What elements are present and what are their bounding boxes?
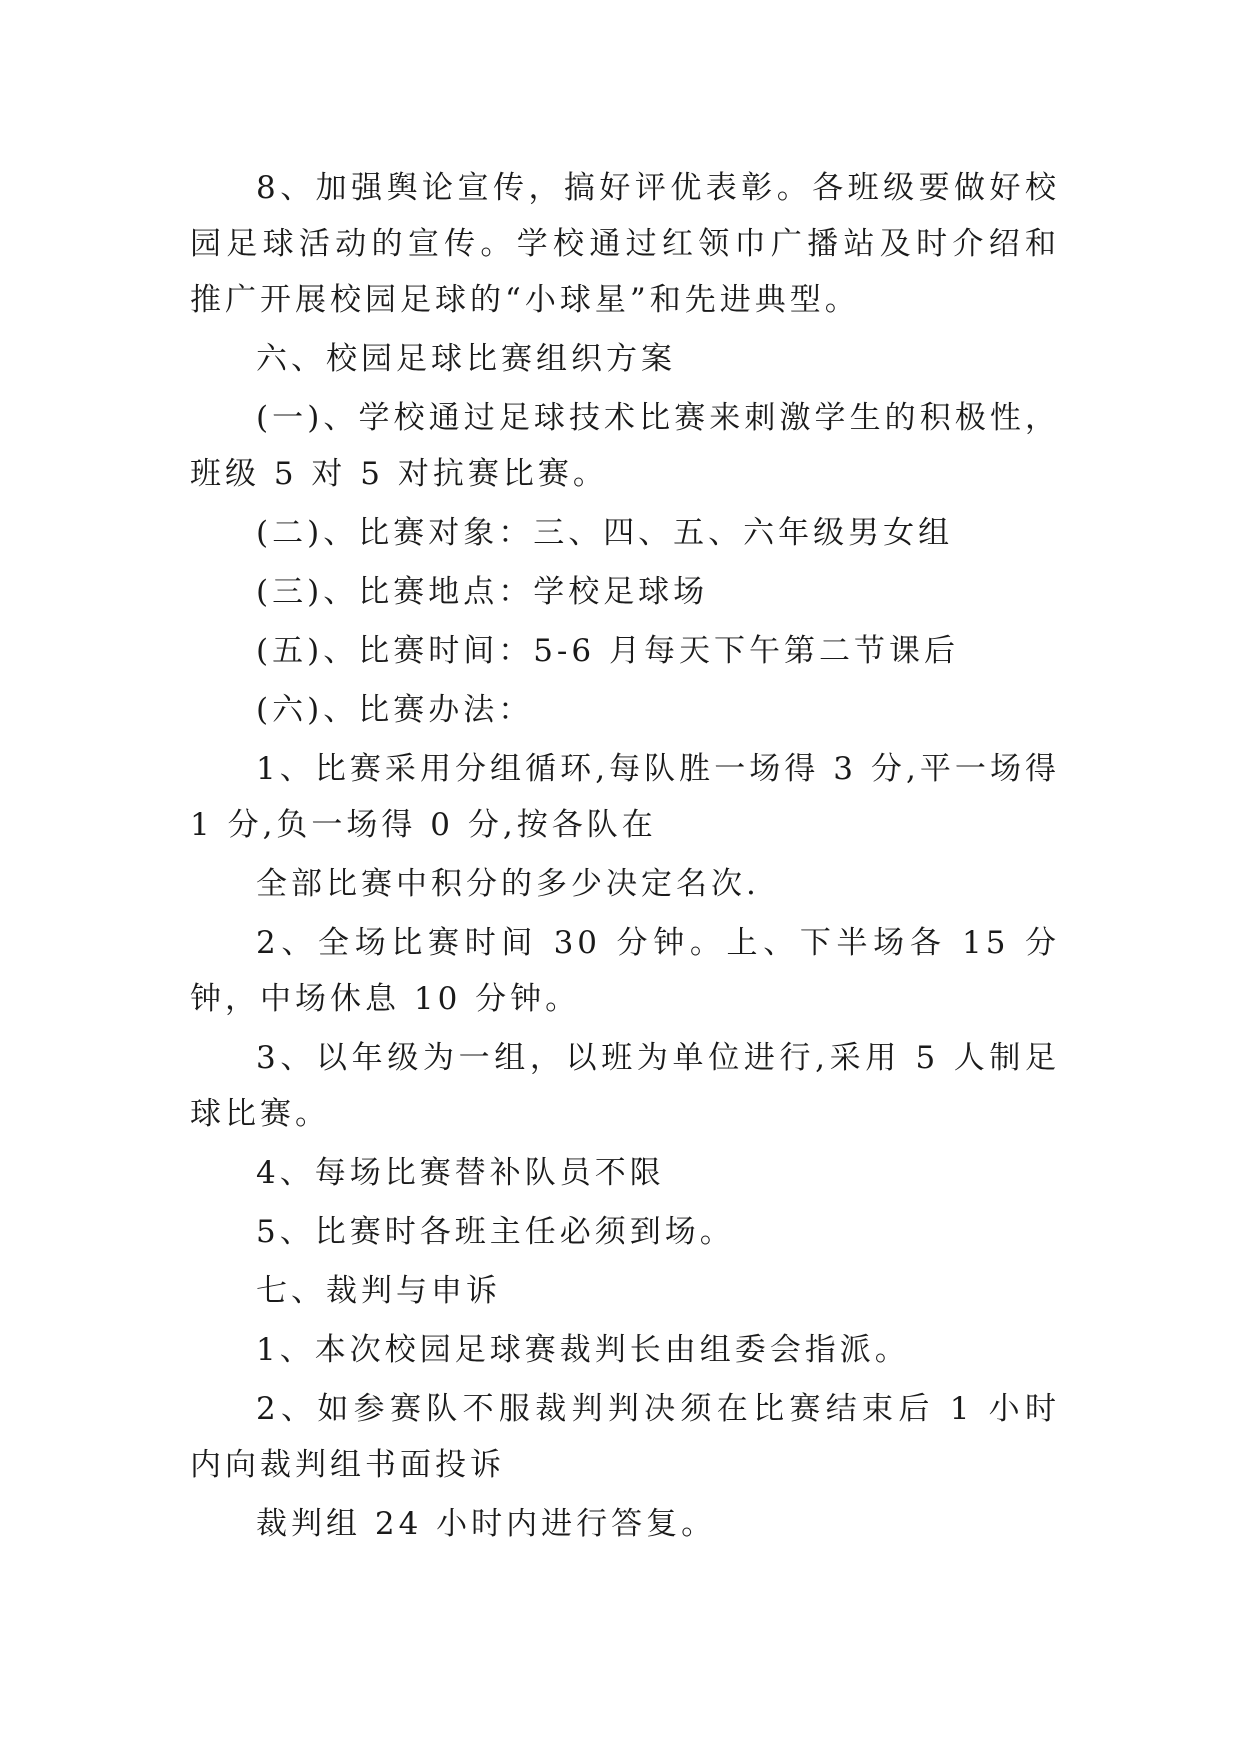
paragraph-item-three: (三)、比赛地点：学校足球场 [256,574,709,610]
paragraph-referee-two: 2、如参赛队不服裁判判决须在比赛结束后 1 小时内向裁判组书面投诉 [190,1391,1060,1483]
paragraph-rule-one: 1、比赛采用分组循环,每队胜一场得 3 分,平一场得 1 分,负一场得 0 分,按各队在 [190,751,1060,843]
paragraph-referee-one: 1、本次校园足球赛裁判长由组委会指派。 [256,1332,910,1368]
paragraph-referee-two-cont: 裁判组 24 小时内进行答复。 [256,1506,717,1542]
paragraph-item-six: (六)、比赛办法： [256,692,534,728]
paragraph-item-one: (一)、学校通过足球技术比赛来刺激学生的积极性，班级 5 对 5 对抗赛比赛。 [190,400,1060,492]
paragraph-rule-five: 5、比赛时各班主任必须到场。 [256,1214,735,1250]
paragraph-rule-one-cont: 全部比赛中积分的多少决定名次. [256,866,760,902]
paragraph-rule-three: 3、以年级为一组，以班为单位进行,采用 5 人制足球比赛。 [190,1040,1060,1132]
heading-section-seven: 七、裁判与申诉 [256,1273,501,1309]
paragraph-item-two: (二)、比赛对象：三、四、五、六年级男女组 [256,515,954,551]
heading-section-six: 六、校园足球比赛组织方案 [256,341,676,377]
paragraph-publicity: 8、加强舆论宣传，搞好评优表彰。各班级要做好校园足球活动的宣传。学校通过红领巾广播站及时介绍和推广开展校园足球的“小球星”和先进典型。 [190,170,1060,318]
paragraph-rule-two: 2、全场比赛时间 30 分钟。上、下半场各 15 分钟，中场休息 10 分钟。 [190,925,1060,1017]
document-body [190,160,1060,1555]
paragraph-rule-four: 4、每场比赛替补队员不限 [256,1155,665,1191]
paragraph-item-five: (五)、比赛时间：5-6 月每天下午第二节课后 [256,633,959,669]
